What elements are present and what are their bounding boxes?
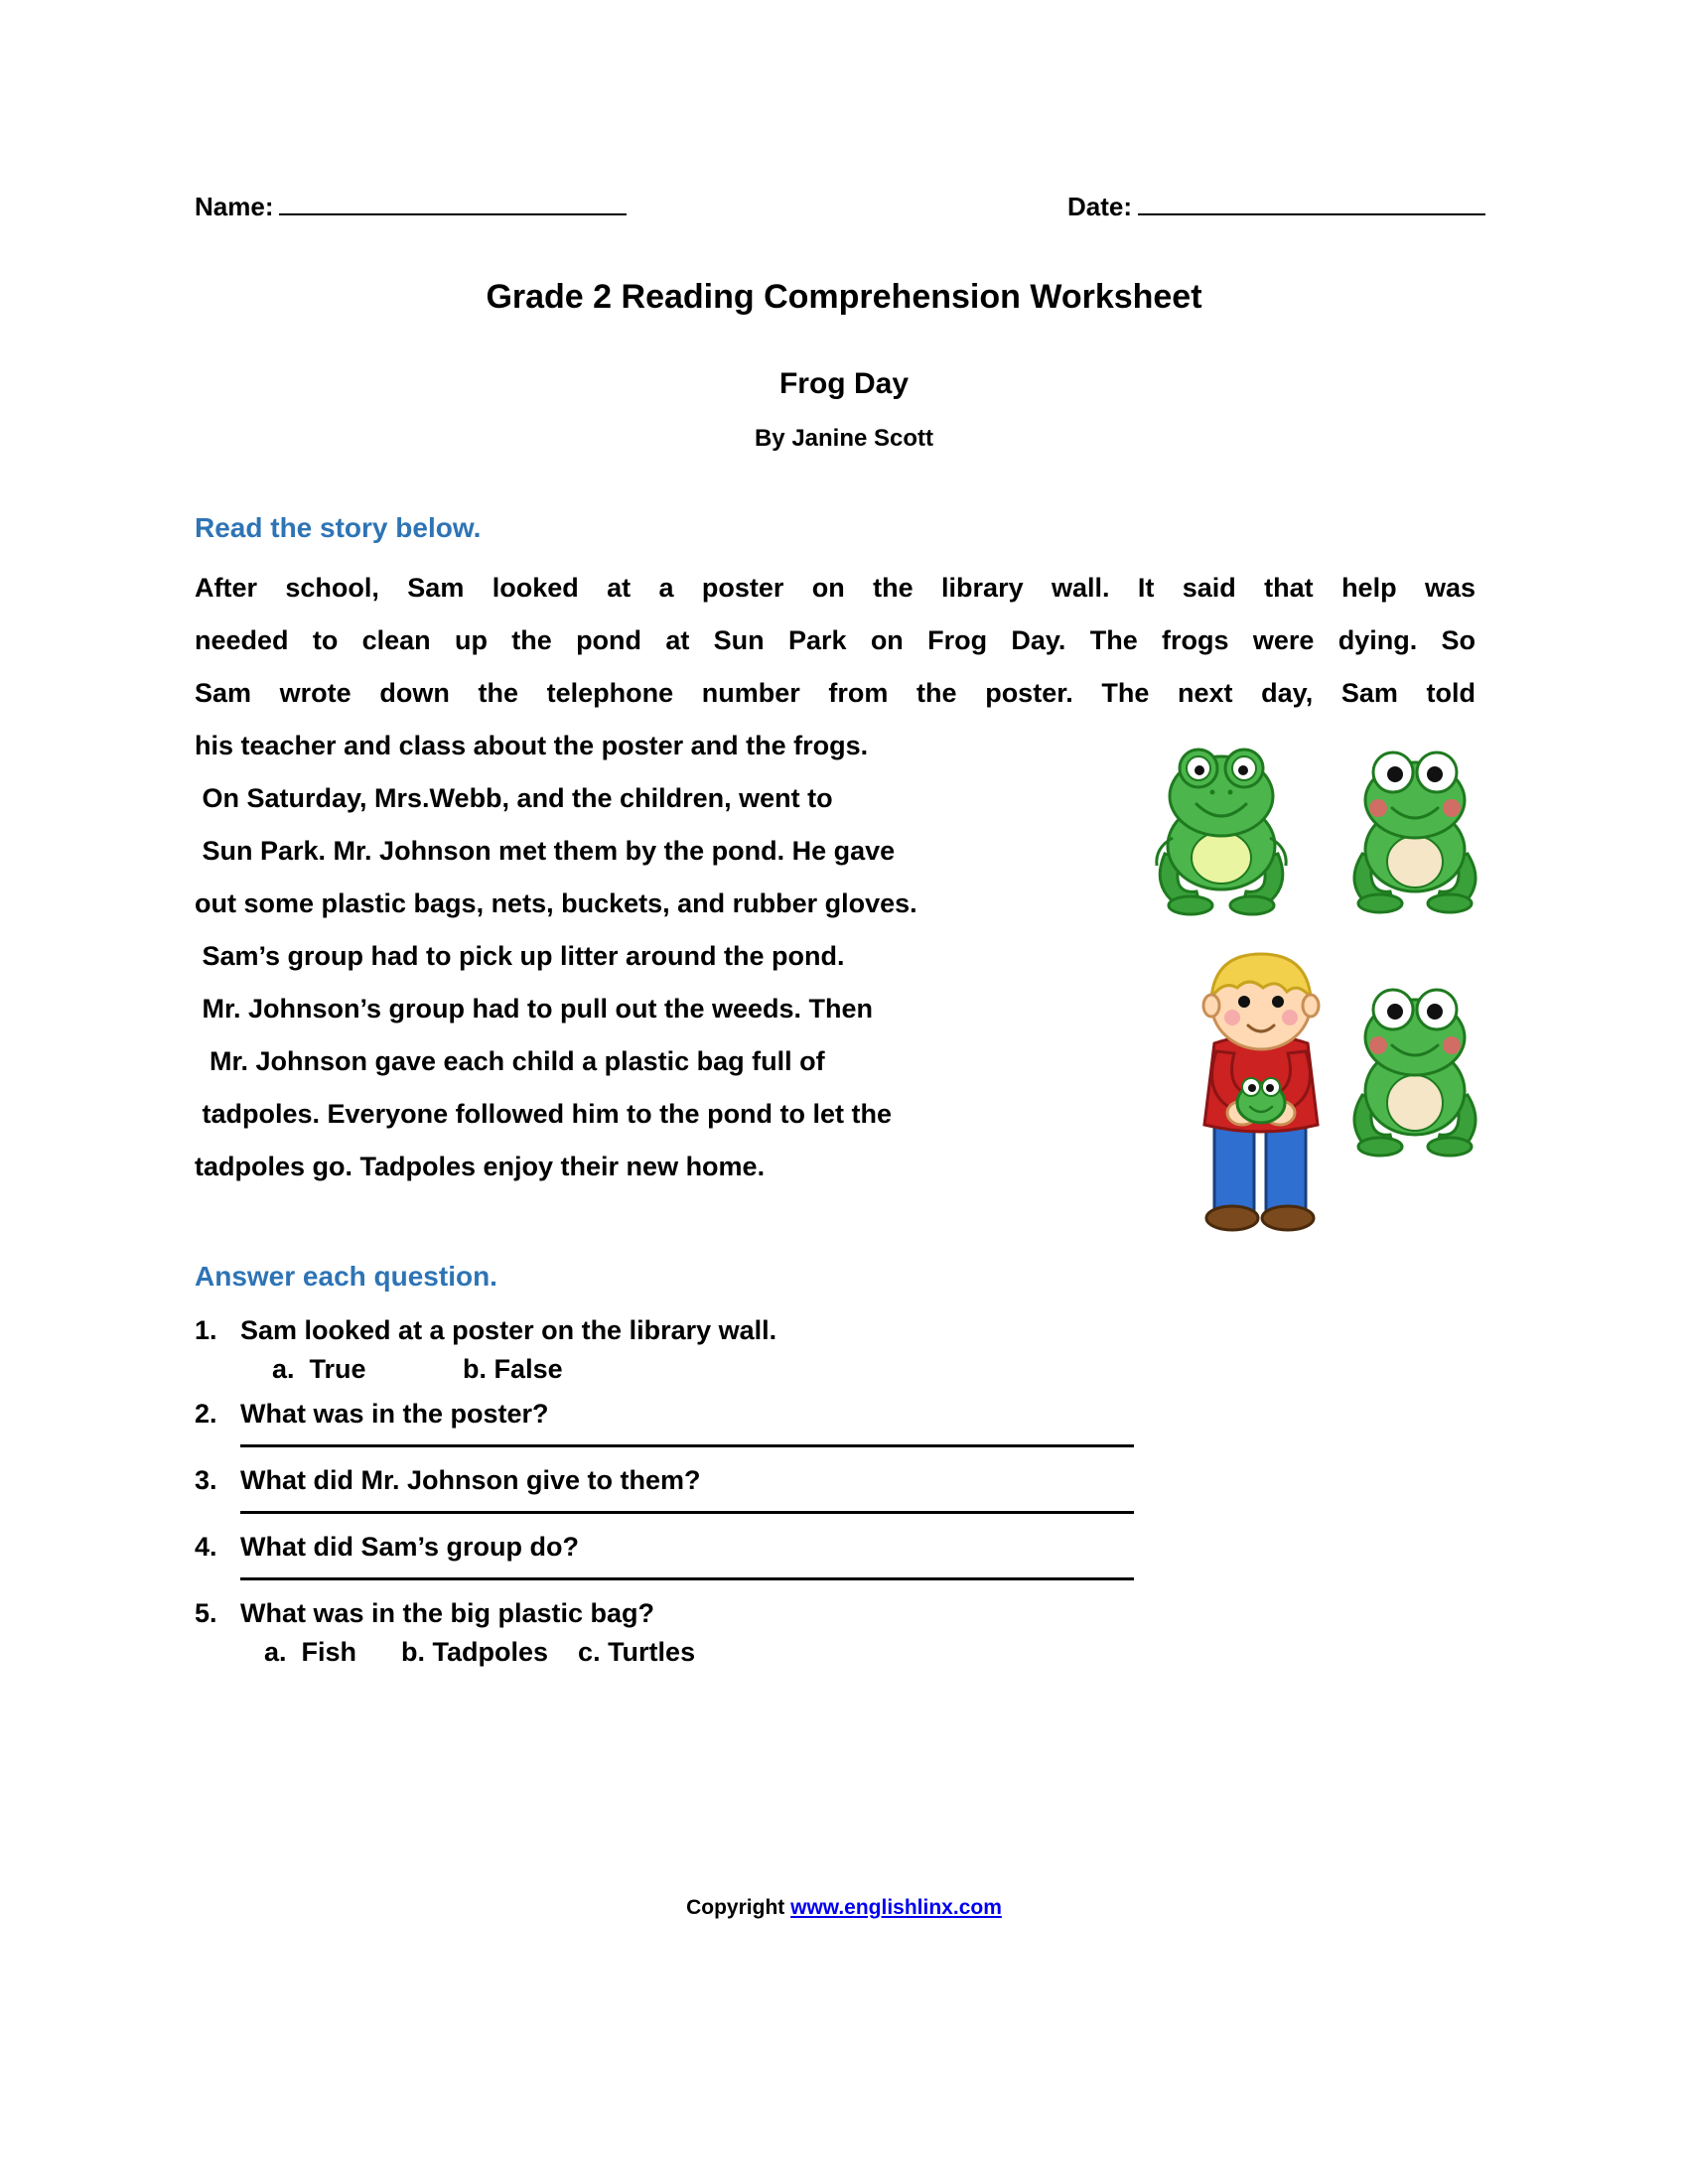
story-line: Mr. Johnson gave each child a plastic bag full of [195,1046,825,1076]
name-field-group [195,192,627,222]
name-write-line[interactable] [279,212,627,215]
illustration-group [1147,735,1494,1241]
story-wrapped-lines [195,720,1108,1193]
answer-questions-heading: Answer each question. [195,1261,497,1292]
worksheet-title: Grade 2 Reading Comprehension Worksheet [486,278,1202,316]
date-write-line[interactable] [1138,212,1485,215]
question-number: 5. [195,1598,217,1628]
question-text: Sam looked at a poster on the library wall. [240,1315,777,1345]
story-title: Frog Day [778,367,910,400]
question-number: 3. [195,1465,217,1495]
question-text: What was in the big plastic bag? [240,1598,655,1628]
question-text: What was in the poster? [240,1399,549,1429]
story-line: Sam wrote down the telephone number from the poster. The next day, Sam told [195,678,1476,708]
footer-copyright [0,1896,1688,1920]
read-story-heading: Read the story below. [195,512,482,543]
story-line: needed to clean up the pond at Sun Park on Frog Day. The frogs were dying. So [195,625,1476,655]
date-field-group [1067,192,1485,222]
answer-write-line[interactable] [240,1510,1134,1514]
question-text: What did Mr. Johnson give to them? [240,1465,701,1495]
name-date-row [195,192,1485,222]
story-line: tadpoles go. Tadpoles enjoy their new home. [195,1152,766,1181]
story-author: By Janine Scott [754,425,934,452]
question-item [195,1315,1476,1385]
frog-illustration [1147,735,1296,918]
question-item [195,1465,1476,1514]
question-options[interactable]: a. True b. False [272,1354,563,1384]
name-label: Name: [195,192,274,221]
story-line: tadpoles. Everyone followed him to the pond to let the [195,1099,893,1129]
question-list [195,1315,1476,1682]
story-line: out some plastic bags, nets, buckets, and rubber gloves. [195,888,917,918]
answer-write-line[interactable] [240,1576,1134,1580]
question-options[interactable]: a. Fish b. Tadpoles c. Turtles [264,1637,696,1667]
question-item [195,1598,1476,1668]
story-line: Mr. Johnson’s group had to pull out the weeds. Then [195,994,874,1024]
question-number: 4. [195,1532,217,1562]
question-item [195,1399,1476,1447]
question-number: 1. [195,1315,217,1345]
story-line: Sun Park. Mr. Johnson met them by the pond. He gave [195,836,896,866]
boy-holding-frog-illustration [1167,948,1355,1241]
question-number: 2. [195,1399,217,1429]
question-item [195,1532,1476,1580]
copyright-label: Copyright [686,1896,791,1919]
story-line: On Saturday, Mrs.Webb, and the children, went to [195,783,833,813]
story-line: Sam’s group had to pick up litter around the pond. [195,941,845,971]
story-line: After school, Sam looked at a poster on the library wall. It said that help was [195,573,1476,603]
question-text: What did Sam’s group do? [240,1532,579,1562]
date-label: Date: [1066,192,1132,221]
englishlinx-link[interactable]: www.englishlinx.com [790,1896,1002,1919]
frog-illustration [1340,978,1489,1161]
story-line: his teacher and class about the poster and the frogs. [195,731,869,760]
answer-write-line[interactable] [240,1443,1134,1447]
frog-illustration [1340,743,1489,916]
